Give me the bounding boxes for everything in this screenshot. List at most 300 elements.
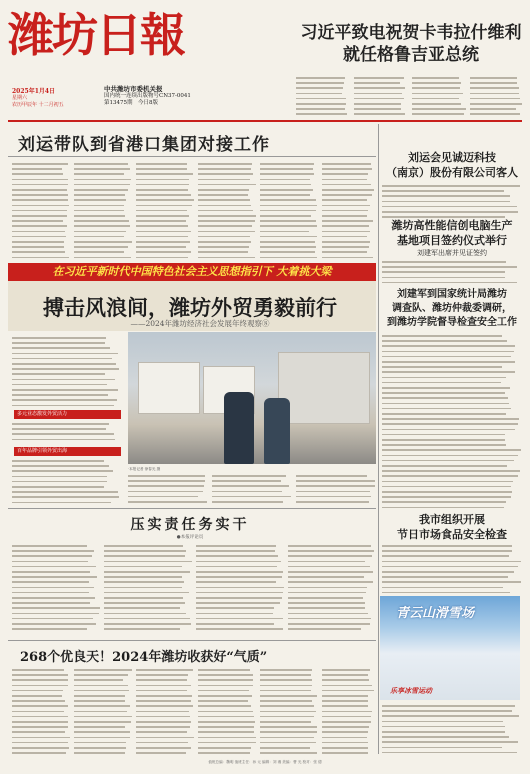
text-line xyxy=(412,113,464,115)
text-line xyxy=(212,475,286,477)
photo-worker-2 xyxy=(264,398,290,464)
text-line xyxy=(382,550,512,552)
text-line xyxy=(136,705,193,707)
text-line xyxy=(322,194,372,196)
text-line xyxy=(296,103,346,105)
text-line xyxy=(322,246,369,248)
text-line xyxy=(198,173,253,175)
text-line xyxy=(260,685,312,687)
text-line xyxy=(382,434,505,436)
text-line xyxy=(260,189,313,191)
text-line xyxy=(136,752,186,754)
text-line xyxy=(74,231,126,233)
text-line xyxy=(354,77,404,79)
text-line xyxy=(198,674,253,676)
text-line xyxy=(74,246,128,248)
text-line xyxy=(296,87,343,89)
slogan-banner: 在习近平新时代中国特色社会主义思想指引下 大着挑大梁 xyxy=(8,263,376,281)
text-line xyxy=(470,103,522,105)
text-line xyxy=(322,225,369,227)
text-line xyxy=(12,700,65,702)
text-line xyxy=(198,163,252,165)
text-line xyxy=(322,163,371,165)
text-line xyxy=(136,726,190,728)
text-line xyxy=(74,236,124,238)
text-line xyxy=(74,194,125,196)
text-line xyxy=(74,199,126,201)
right-story-4-line1: 我市组织开展 xyxy=(419,513,485,526)
text-line xyxy=(74,711,127,713)
text-line xyxy=(288,592,366,594)
right-story-2-title[interactable] xyxy=(382,218,522,258)
photo-caption: ·本报记者 徐春光 摄 xyxy=(128,467,161,471)
text-line xyxy=(74,669,132,671)
text-line xyxy=(322,199,367,201)
text-line xyxy=(382,475,518,477)
text-line xyxy=(288,607,365,609)
text-line xyxy=(260,241,315,243)
text-line xyxy=(136,742,188,744)
text-line xyxy=(260,731,317,733)
text-line xyxy=(196,618,283,620)
text-line xyxy=(74,210,124,212)
feature-body-bottom-1 xyxy=(128,474,208,504)
text-line xyxy=(74,220,129,222)
photo-rack-1 xyxy=(138,362,200,414)
text-line xyxy=(12,368,119,370)
right-column-rule xyxy=(378,124,379,754)
text-line xyxy=(136,711,189,713)
text-line xyxy=(12,205,69,207)
text-line xyxy=(136,220,186,222)
right-story-2-sub: 刘建军出席并见证签约 xyxy=(417,249,487,257)
text-line xyxy=(288,613,368,615)
text-line xyxy=(382,282,517,284)
text-line xyxy=(382,201,510,203)
text-line xyxy=(136,716,190,718)
text-line xyxy=(12,241,64,243)
right-story-3-line2: 调查队、潍坊仲裁委调研， xyxy=(392,303,512,314)
text-line xyxy=(382,731,505,733)
text-line xyxy=(198,179,250,181)
publisher-org: 中共潍坊市委机关报 xyxy=(104,85,163,93)
text-line xyxy=(12,716,68,718)
footer-staff: 值班总编：魏明 值班主任：孙 元 编辑：刘 湘 美编：曹 光 校对：张 德 xyxy=(208,760,322,764)
text-line xyxy=(322,184,371,186)
text-line xyxy=(196,581,276,583)
text-line xyxy=(198,742,256,744)
text-line xyxy=(198,246,249,248)
text-line xyxy=(382,581,521,583)
text-line xyxy=(196,550,275,552)
text-line xyxy=(470,108,516,110)
text-line xyxy=(322,731,368,733)
commentary-body-2 xyxy=(104,544,192,634)
text-line xyxy=(12,685,68,687)
text-line xyxy=(382,377,506,379)
text-line xyxy=(260,184,311,186)
text-line xyxy=(296,77,345,79)
text-line xyxy=(12,705,68,707)
text-line xyxy=(322,205,370,207)
text-line xyxy=(12,721,68,723)
text-line xyxy=(412,77,459,79)
text-line xyxy=(12,236,66,238)
text-line xyxy=(260,257,317,259)
text-line xyxy=(296,98,346,100)
text-line xyxy=(12,476,107,478)
text-line xyxy=(260,674,311,676)
text-line xyxy=(296,496,371,498)
text-line xyxy=(382,382,501,384)
issue-weekday: 星期六 xyxy=(12,95,28,101)
text-line xyxy=(136,179,189,181)
text-line xyxy=(382,266,517,268)
text-line xyxy=(12,210,67,212)
text-line xyxy=(12,465,109,467)
text-line xyxy=(288,555,372,557)
text-line xyxy=(12,679,68,681)
text-line xyxy=(198,210,253,212)
text-line xyxy=(74,737,130,739)
text-line xyxy=(198,168,251,170)
text-line xyxy=(196,587,284,589)
text-line xyxy=(260,742,316,744)
text-line xyxy=(12,752,66,754)
text-line xyxy=(12,597,95,599)
text-line xyxy=(198,220,255,222)
text-line xyxy=(74,189,128,191)
text-line xyxy=(354,113,405,115)
text-line xyxy=(382,216,505,218)
text-line xyxy=(12,384,107,386)
text-line xyxy=(322,168,372,170)
text-line xyxy=(212,491,282,493)
text-line xyxy=(382,710,512,712)
commentary-body-4 xyxy=(288,544,374,634)
text-line xyxy=(104,571,190,573)
right-story-2-line1: 潍坊高性能信创电脑生产 xyxy=(391,219,513,232)
text-line xyxy=(12,576,97,578)
tourism-divider xyxy=(8,640,376,641)
text-line xyxy=(104,607,180,609)
text-line xyxy=(136,747,191,749)
text-line xyxy=(104,555,185,557)
text-line xyxy=(322,726,369,728)
text-line xyxy=(382,371,515,373)
text-line xyxy=(198,679,253,681)
text-line xyxy=(260,737,314,739)
text-line xyxy=(296,108,345,110)
text-line xyxy=(288,581,373,583)
text-line xyxy=(296,82,344,84)
text-line xyxy=(12,731,65,733)
text-line xyxy=(136,690,187,692)
text-line xyxy=(260,721,311,723)
text-line xyxy=(382,726,505,728)
text-line xyxy=(12,168,62,170)
text-line xyxy=(74,679,123,681)
text-line xyxy=(260,173,314,175)
text-line xyxy=(322,747,368,749)
text-line xyxy=(12,602,90,604)
text-line xyxy=(470,93,519,95)
text-line xyxy=(74,163,128,165)
text-line xyxy=(12,690,63,692)
text-line xyxy=(288,618,371,620)
publisher-pages: 今日8版 xyxy=(138,100,159,106)
text-line xyxy=(288,550,374,552)
text-line xyxy=(136,189,188,191)
feature-section-2: 百年品牌引领外贸出海 xyxy=(14,447,121,456)
text-line xyxy=(260,225,317,227)
feature-title[interactable]: 搏击风浪间，潍坊外贸勇毅前行 xyxy=(43,295,337,320)
text-line xyxy=(354,98,404,100)
text-line xyxy=(382,507,504,509)
text-line xyxy=(260,747,310,749)
text-line xyxy=(12,726,68,728)
text-line xyxy=(198,231,255,233)
text-line xyxy=(198,194,248,196)
text-line xyxy=(382,351,514,353)
text-line xyxy=(382,211,518,213)
text-line xyxy=(322,215,367,217)
text-line xyxy=(12,199,68,201)
text-line xyxy=(104,587,182,589)
text-line xyxy=(12,491,118,493)
text-line xyxy=(136,737,194,739)
text-line xyxy=(198,726,254,728)
air-quality-title[interactable]: 268个优良天！2024年潍坊收获好“气质” xyxy=(20,650,268,665)
text-line xyxy=(322,705,368,707)
text-line xyxy=(354,87,405,89)
text-line xyxy=(322,716,371,718)
text-line xyxy=(12,737,70,739)
text-line xyxy=(104,618,190,620)
text-line xyxy=(382,361,515,363)
ski-photo-title: 青云山滑雪场 xyxy=(396,606,475,621)
text-line xyxy=(382,566,518,568)
text-line xyxy=(128,480,205,482)
text-line xyxy=(288,571,373,573)
text-line xyxy=(12,373,105,375)
text-line xyxy=(322,179,367,181)
text-line xyxy=(354,103,401,105)
text-line xyxy=(322,231,370,233)
top-headline[interactable] xyxy=(300,22,522,66)
text-line xyxy=(382,460,514,462)
text-line xyxy=(470,77,517,79)
text-line xyxy=(136,679,187,681)
text-line xyxy=(104,581,184,583)
text-line xyxy=(260,246,316,248)
text-line xyxy=(296,480,375,482)
text-line xyxy=(322,700,368,702)
text-line xyxy=(74,742,126,744)
text-line xyxy=(322,257,373,259)
text-line xyxy=(382,195,510,197)
right-story-3-title[interactable] xyxy=(382,288,522,330)
text-line xyxy=(74,241,132,243)
text-line xyxy=(382,345,515,347)
text-line xyxy=(382,705,515,707)
text-line xyxy=(260,251,315,253)
text-line xyxy=(12,470,113,472)
text-line xyxy=(212,485,289,487)
text-line xyxy=(104,576,182,578)
text-line xyxy=(354,93,402,95)
text-line xyxy=(198,251,248,253)
text-line xyxy=(196,545,276,547)
text-line xyxy=(74,184,130,186)
publisher-issue: 第13475期 xyxy=(104,100,133,106)
text-line xyxy=(260,179,310,181)
text-line xyxy=(412,82,461,84)
right-story-1-title[interactable] xyxy=(382,150,522,180)
text-line xyxy=(260,695,317,697)
lead-divider xyxy=(8,156,376,157)
text-line xyxy=(260,716,314,718)
text-line xyxy=(128,501,207,503)
masthead-logo: 潍坊日報 xyxy=(8,8,184,62)
text-line xyxy=(198,711,253,713)
text-line xyxy=(198,737,256,739)
text-line xyxy=(104,623,191,625)
text-line xyxy=(196,555,278,557)
photo-worker-1 xyxy=(224,392,254,464)
text-line xyxy=(260,210,316,212)
text-line xyxy=(196,597,282,599)
text-line xyxy=(382,356,511,358)
right-story-4-line2: 节日市场食品安全检查 xyxy=(397,528,507,541)
text-line xyxy=(12,337,106,339)
text-line xyxy=(104,545,183,547)
text-line xyxy=(136,205,192,207)
text-line xyxy=(288,623,370,625)
text-line xyxy=(74,690,129,692)
commentary-byline: ●本报评论员 xyxy=(176,535,204,540)
top-headline-line2: 就任格鲁吉亚总统 xyxy=(343,45,479,65)
text-line xyxy=(12,231,65,233)
text-line xyxy=(198,257,255,259)
text-line xyxy=(260,690,311,692)
text-line xyxy=(198,700,248,702)
text-line xyxy=(382,496,511,498)
text-line xyxy=(212,480,281,482)
text-line xyxy=(12,399,117,401)
text-line xyxy=(382,741,518,743)
text-line xyxy=(74,674,128,676)
text-line xyxy=(322,251,367,253)
text-line xyxy=(382,387,510,389)
text-line xyxy=(260,700,312,702)
text-line xyxy=(198,669,250,671)
feature-body-bottom-2 xyxy=(212,474,292,504)
text-line xyxy=(12,623,96,625)
date-block xyxy=(12,88,92,109)
text-line xyxy=(382,721,503,723)
text-line xyxy=(12,433,114,435)
text-line xyxy=(104,550,186,552)
text-line xyxy=(322,173,368,175)
publisher-block xyxy=(104,86,199,107)
text-line xyxy=(260,726,317,728)
text-line xyxy=(382,481,513,483)
commentary-divider xyxy=(8,508,376,509)
text-line xyxy=(12,618,93,620)
text-line xyxy=(196,602,280,604)
text-line xyxy=(12,163,68,165)
text-line xyxy=(382,449,521,451)
text-line xyxy=(12,571,90,573)
text-line xyxy=(136,241,190,243)
text-line xyxy=(470,98,520,100)
lead-story-title[interactable]: 刘运带队到省港口集团对接工作 xyxy=(18,135,270,155)
text-line xyxy=(382,736,509,738)
text-line xyxy=(136,194,191,196)
text-line xyxy=(470,113,520,115)
text-line xyxy=(382,545,512,547)
text-line xyxy=(322,695,368,697)
commentary-title[interactable]: 压实责任务实干 xyxy=(130,517,250,533)
text-line xyxy=(12,592,89,594)
text-line xyxy=(12,460,104,462)
text-line xyxy=(470,87,519,89)
text-line xyxy=(382,486,511,488)
text-line xyxy=(74,251,124,253)
text-line xyxy=(136,669,193,671)
text-line xyxy=(382,429,515,431)
right-story-1-line2: （南京）股份有限公司客人 xyxy=(386,166,518,179)
text-line xyxy=(12,189,67,191)
text-line xyxy=(198,695,252,697)
text-line xyxy=(128,491,203,493)
text-line xyxy=(198,184,256,186)
text-line xyxy=(198,685,253,687)
text-line xyxy=(382,592,510,594)
text-line xyxy=(12,439,115,441)
publisher-cn: 国内统一连续出版物号CN37-0041 xyxy=(104,93,191,99)
text-line xyxy=(198,747,251,749)
text-line xyxy=(136,225,188,227)
text-line xyxy=(382,491,512,493)
text-line xyxy=(198,731,254,733)
text-line xyxy=(12,363,116,365)
text-line xyxy=(382,185,520,187)
text-line xyxy=(136,246,186,248)
text-line xyxy=(136,700,191,702)
text-line xyxy=(412,108,466,110)
text-line xyxy=(128,496,198,498)
text-line xyxy=(382,277,505,279)
text-line xyxy=(12,184,68,186)
text-line xyxy=(212,501,283,503)
text-line xyxy=(12,711,64,713)
text-line xyxy=(12,669,64,671)
text-line xyxy=(322,189,374,191)
text-line xyxy=(382,392,505,394)
right-story-4-title[interactable] xyxy=(382,512,522,542)
text-line xyxy=(198,705,251,707)
text-line xyxy=(322,679,369,681)
issue-date: 2025年1月4日 xyxy=(12,88,56,95)
text-line xyxy=(382,715,519,717)
text-line xyxy=(196,607,274,609)
text-line xyxy=(12,194,68,196)
text-line xyxy=(288,566,370,568)
text-line xyxy=(12,545,87,547)
text-line xyxy=(382,403,509,405)
